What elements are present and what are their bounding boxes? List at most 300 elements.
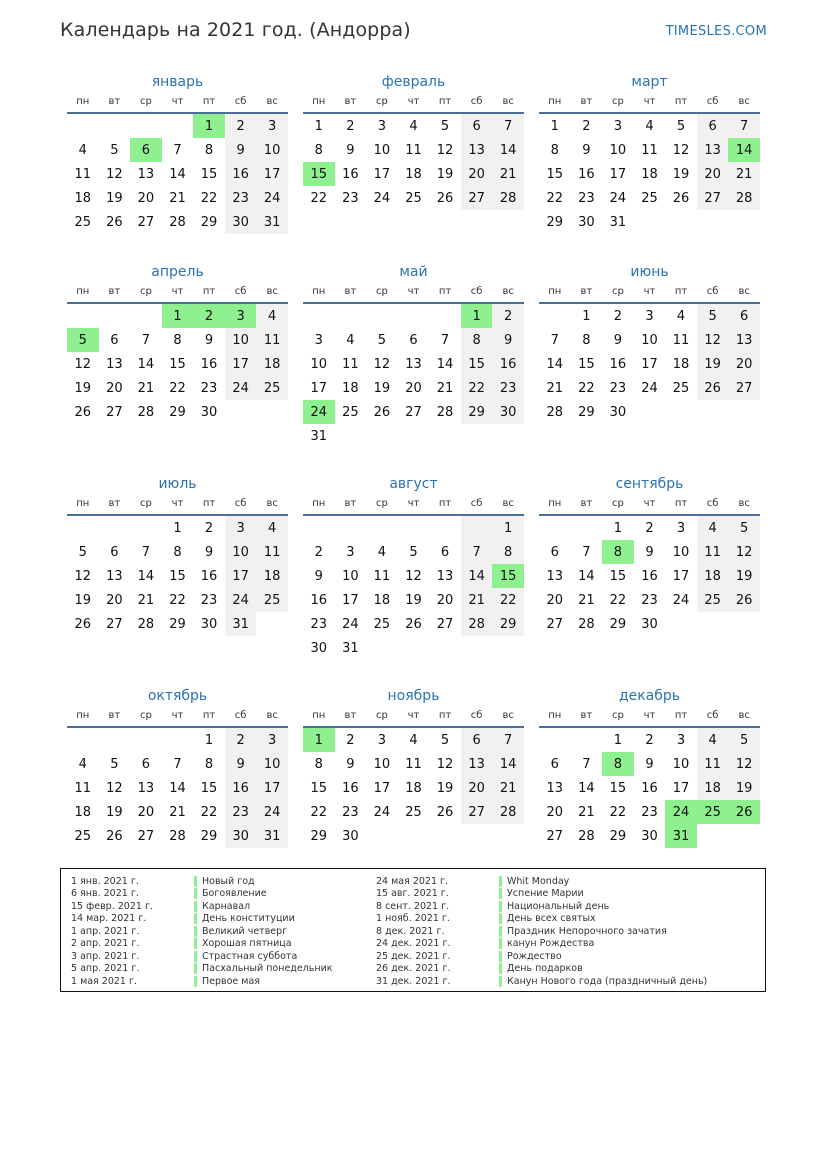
day-cell: 1 <box>492 516 524 540</box>
days-grid <box>539 114 760 234</box>
legend-color-marker <box>499 951 502 962</box>
day-cell: 17 <box>373 780 391 796</box>
month-name: январь <box>151 74 204 90</box>
day-cell: 29 <box>169 616 186 632</box>
day-cell: 2 <box>346 118 355 134</box>
day-cell: 30 <box>641 828 658 844</box>
days-grid <box>67 516 288 636</box>
day-cell: 7 <box>492 728 524 752</box>
legend-holiday-name: Новый год <box>202 875 255 887</box>
day-cell: 17 <box>672 780 690 796</box>
legend-row <box>376 925 707 938</box>
month-name: декабрь <box>618 688 681 704</box>
empty-day-cell <box>571 728 603 752</box>
day-cell: 4 <box>697 516 729 540</box>
weekday-label: вт <box>580 498 593 509</box>
day-cell: 19 <box>106 804 123 820</box>
day-cell: 11 <box>405 142 422 158</box>
day-cell: 7 <box>492 114 524 138</box>
legend-holiday-name: Хорошая пятница <box>202 938 292 950</box>
weekday-label: вт <box>344 710 357 721</box>
weekday-label: ср <box>139 286 152 297</box>
day-cell: 2 <box>225 728 257 752</box>
weekday-label: вс <box>738 286 750 297</box>
day-cell: 12 <box>436 142 454 158</box>
weekday-label: сб <box>706 286 719 297</box>
day-cell: 12 <box>405 568 422 584</box>
day-cell: 25 <box>256 376 288 400</box>
day-cell: 3 <box>256 728 288 752</box>
weekday-label: ср <box>611 286 624 297</box>
empty-day-cell <box>303 516 335 540</box>
month-name: август <box>389 476 438 492</box>
month-calendar <box>539 262 760 424</box>
legend-date: 5 апр. 2021 г. <box>71 963 140 975</box>
day-cell: 14 <box>137 568 155 584</box>
empty-day-cell <box>162 114 194 138</box>
weekday-label: чт <box>171 286 184 297</box>
weekday-label: чт <box>171 498 184 509</box>
day-cell: 1 <box>613 732 623 748</box>
day-cell: 19 <box>436 780 454 796</box>
empty-day-cell <box>335 304 367 328</box>
day-cell: 28 <box>492 800 524 824</box>
day-cell: 24 <box>342 616 359 632</box>
day-cell: 15 <box>609 568 627 584</box>
day-cell: 14 <box>436 356 454 372</box>
day-cell: 10 <box>256 138 288 162</box>
days-grid <box>539 304 760 424</box>
month-name: июль <box>158 476 197 492</box>
day-cell: 22 <box>169 380 186 396</box>
weekday-label: сб <box>470 710 483 721</box>
day-cell: 9 <box>613 332 623 348</box>
day-cell: 9 <box>225 138 257 162</box>
legend-row <box>71 925 333 938</box>
weekday-label: вт <box>580 96 593 107</box>
day-cell: 27 <box>461 800 493 824</box>
day-cell: 21 <box>578 592 595 608</box>
day-cell: 16 <box>342 780 359 796</box>
weekday-label: сб <box>470 498 483 509</box>
day-cell: 26 <box>436 804 454 820</box>
weekday-header <box>539 709 760 728</box>
day-cell: 28 <box>578 616 595 632</box>
day-cell: 1 <box>550 118 559 134</box>
day-cell: 11 <box>697 752 729 776</box>
day-cell: 5 <box>78 544 87 560</box>
weekday-label: чт <box>643 710 656 721</box>
weekday-label: чт <box>407 710 420 721</box>
day-cell: 10 <box>225 328 257 352</box>
weekday-label: вс <box>738 498 750 509</box>
page-title: Календарь на 2021 год. (Андорра) <box>60 19 411 41</box>
day-cell: 24 <box>225 376 257 400</box>
day-cell: 18 <box>342 380 359 396</box>
day-cell: 3 <box>676 732 686 748</box>
day-cell: 4 <box>256 516 288 540</box>
day-cell: 1 <box>613 520 623 536</box>
day-cell: 21 <box>492 162 524 186</box>
day-cell: 12 <box>436 756 454 772</box>
legend-color-marker <box>194 901 197 912</box>
day-cell: 9 <box>492 328 524 352</box>
weekday-label: чт <box>407 286 420 297</box>
weekday-label: пт <box>438 286 452 297</box>
weekday-header <box>67 285 288 304</box>
holiday-day-cell: 3 <box>225 304 257 328</box>
weekday-label: чт <box>407 498 420 509</box>
day-cell: 14 <box>461 564 493 588</box>
days-grid <box>303 728 524 848</box>
legend-color-marker <box>499 938 502 949</box>
days-grid <box>67 114 288 234</box>
day-cell: 19 <box>405 592 422 608</box>
legend-color-marker <box>194 926 197 937</box>
day-cell: 19 <box>728 776 760 800</box>
day-cell: 25 <box>74 214 92 230</box>
legend-row <box>376 875 707 888</box>
weekday-label: вс <box>502 96 514 107</box>
empty-day-cell <box>539 516 571 540</box>
weekday-label: пт <box>674 710 688 721</box>
weekday-label: пн <box>548 96 562 107</box>
day-cell: 6 <box>461 728 493 752</box>
weekday-label: пн <box>76 710 90 721</box>
empty-day-cell <box>366 304 398 328</box>
legend-date: 1 янв. 2021 г. <box>71 875 139 887</box>
weekday-header <box>539 285 760 304</box>
day-cell: 23 <box>342 804 359 820</box>
day-cell: 31 <box>609 214 627 230</box>
weekday-label: сб <box>706 96 719 107</box>
day-cell: 2 <box>314 544 323 560</box>
legend-date: 31 дек. 2021 г. <box>376 975 451 987</box>
day-cell: 30 <box>225 210 257 234</box>
day-cell: 24 <box>256 800 288 824</box>
day-cell: 29 <box>200 214 218 230</box>
legend-row <box>71 938 333 951</box>
empty-day-cell <box>67 114 99 138</box>
weekday-label: вт <box>580 710 593 721</box>
weekday-header <box>303 497 524 516</box>
day-cell: 20 <box>461 162 493 186</box>
weekday-label: пн <box>76 498 90 509</box>
month-calendar <box>539 686 760 848</box>
day-cell: 12 <box>106 780 123 796</box>
empty-day-cell <box>539 304 571 328</box>
day-cell: 22 <box>461 376 493 400</box>
day-cell: 11 <box>672 332 690 348</box>
day-cell: 25 <box>672 380 690 396</box>
day-cell: 16 <box>225 776 257 800</box>
day-cell: 19 <box>436 166 454 182</box>
day-cell: 4 <box>409 732 418 748</box>
day-cell: 22 <box>310 190 328 206</box>
day-cell: 6 <box>141 756 151 772</box>
day-cell: 13 <box>106 356 123 372</box>
legend-color-marker <box>194 888 197 899</box>
day-cell: 28 <box>436 404 454 420</box>
day-cell: 27 <box>405 404 422 420</box>
day-cell: 29 <box>310 828 328 844</box>
day-cell: 13 <box>106 568 123 584</box>
day-cell: 19 <box>373 380 391 396</box>
holiday-day-cell: 24 <box>665 800 697 824</box>
weekday-label: чт <box>643 498 656 509</box>
day-cell: 26 <box>373 404 391 420</box>
legend-holiday-name: Праздник Непорочного зачатия <box>507 925 667 937</box>
day-cell: 23 <box>641 592 658 608</box>
weekday-label: пт <box>674 286 688 297</box>
day-cell: 9 <box>346 142 355 158</box>
day-cell: 30 <box>578 214 595 230</box>
weekday-label: ср <box>375 286 388 297</box>
day-cell: 30 <box>609 404 627 420</box>
day-cell: 27 <box>106 616 123 632</box>
day-cell: 27 <box>137 214 155 230</box>
legend-date: 1 апр. 2021 г. <box>71 925 140 937</box>
legend-date: 15 авг. 2021 г. <box>376 888 449 900</box>
day-cell: 19 <box>74 380 92 396</box>
day-cell: 17 <box>342 592 359 608</box>
day-cell: 15 <box>310 780 328 796</box>
day-cell: 16 <box>492 352 524 376</box>
day-cell: 3 <box>613 118 623 134</box>
day-cell: 23 <box>310 616 328 632</box>
day-cell: 14 <box>578 568 595 584</box>
day-cell: 9 <box>225 752 257 776</box>
day-cell: 16 <box>200 568 218 584</box>
day-cell: 29 <box>169 404 186 420</box>
day-cell: 5 <box>377 332 387 348</box>
day-cell: 5 <box>440 118 450 134</box>
weekday-header <box>67 709 288 728</box>
legend-color-marker <box>499 976 502 987</box>
day-cell: 22 <box>609 592 627 608</box>
day-cell: 2 <box>613 308 623 324</box>
day-cell: 26 <box>106 214 123 230</box>
day-cell: 8 <box>204 756 214 772</box>
day-cell: 18 <box>74 804 92 820</box>
day-cell: 17 <box>256 776 288 800</box>
holiday-day-cell: 24 <box>303 400 335 424</box>
day-cell: 31 <box>256 210 288 234</box>
day-cell: 27 <box>728 376 760 400</box>
legend-color-marker <box>194 951 197 962</box>
day-cell: 18 <box>256 352 288 376</box>
day-cell: 30 <box>310 640 328 656</box>
legend-holiday-name: Пасхальный понедельник <box>202 963 333 975</box>
day-cell: 13 <box>546 568 564 584</box>
day-cell: 25 <box>342 404 359 420</box>
day-cell: 29 <box>492 612 524 636</box>
day-cell: 7 <box>173 142 182 158</box>
legend-row <box>376 963 707 976</box>
legend-color-marker <box>499 913 502 924</box>
holiday-day-cell: 14 <box>728 138 760 162</box>
month-name: март <box>631 74 668 90</box>
weekday-label: пн <box>312 286 326 297</box>
day-cell: 26 <box>405 616 422 632</box>
day-cell: 15 <box>200 166 218 182</box>
day-cell: 27 <box>697 186 729 210</box>
legend-date: 26 дек. 2021 г. <box>376 963 451 975</box>
weekday-label: сб <box>234 498 247 509</box>
day-cell: 10 <box>641 332 658 348</box>
day-cell: 16 <box>342 166 359 182</box>
day-cell: 17 <box>256 162 288 186</box>
day-cell: 12 <box>728 752 760 776</box>
day-cell: 28 <box>578 828 595 844</box>
legend-column-left <box>71 875 333 988</box>
weekday-label: вт <box>108 96 121 107</box>
day-cell: 8 <box>204 142 214 158</box>
day-cell: 26 <box>728 588 760 612</box>
legend-date: 8 сент. 2021 г. <box>376 900 450 912</box>
month-calendar <box>303 262 524 448</box>
weekday-label: сб <box>234 286 247 297</box>
weekday-label: пт <box>202 710 216 721</box>
month-calendar <box>539 72 760 234</box>
weekday-label: вс <box>266 286 278 297</box>
legend-date: 1 мая 2021 г. <box>71 975 137 987</box>
day-cell: 14 <box>169 166 186 182</box>
legend-holiday-name: Карнавал <box>202 900 251 912</box>
day-cell: 23 <box>641 804 658 820</box>
day-cell: 4 <box>377 544 387 560</box>
day-cell: 10 <box>310 356 328 372</box>
day-cell: 7 <box>582 756 591 772</box>
day-cell: 20 <box>461 776 493 800</box>
day-cell: 25 <box>405 190 422 206</box>
day-cell: 23 <box>200 592 218 608</box>
day-cell: 16 <box>200 356 218 372</box>
weekday-label: вт <box>344 96 357 107</box>
weekday-header <box>303 95 524 114</box>
day-cell: 6 <box>550 756 559 772</box>
day-cell: 26 <box>436 190 454 206</box>
day-cell: 14 <box>546 356 564 372</box>
day-cell: 28 <box>728 186 760 210</box>
day-cell: 18 <box>373 592 391 608</box>
day-cell: 5 <box>110 756 119 772</box>
day-cell: 30 <box>641 616 658 632</box>
day-cell: 20 <box>546 592 564 608</box>
day-cell: 19 <box>74 592 92 608</box>
legend-holiday-name: Национальный день <box>507 900 610 912</box>
day-cell: 15 <box>169 356 186 372</box>
day-cell: 17 <box>672 568 690 584</box>
day-cell: 24 <box>225 588 257 612</box>
day-cell: 25 <box>373 616 391 632</box>
holiday-day-cell: 5 <box>67 328 99 352</box>
day-cell: 9 <box>204 332 214 348</box>
day-cell: 24 <box>256 186 288 210</box>
day-cell: 23 <box>609 380 627 396</box>
day-cell: 8 <box>582 332 591 348</box>
day-cell: 12 <box>106 166 123 182</box>
day-cell: 27 <box>461 186 493 210</box>
day-cell: 13 <box>461 138 493 162</box>
day-cell: 13 <box>405 356 422 372</box>
legend-holiday-name: Канун Нового года (праздничный день) <box>507 975 708 987</box>
day-cell: 20 <box>106 592 123 608</box>
weekday-header <box>539 95 760 114</box>
day-cell: 4 <box>78 142 87 158</box>
day-cell: 30 <box>342 828 359 844</box>
weekday-label: пн <box>76 286 90 297</box>
weekday-header <box>539 497 760 516</box>
day-cell: 18 <box>405 166 422 182</box>
day-cell: 18 <box>256 564 288 588</box>
day-cell: 28 <box>492 186 524 210</box>
empty-day-cell <box>571 516 603 540</box>
weekday-header <box>67 497 288 516</box>
day-cell: 23 <box>225 186 257 210</box>
empty-day-cell <box>130 728 162 752</box>
day-cell: 21 <box>169 190 186 206</box>
day-cell: 9 <box>645 756 654 772</box>
day-cell: 12 <box>672 142 690 158</box>
site-link[interactable]: TIMESLES.COM <box>665 24 767 39</box>
month-name: апрель <box>151 264 204 280</box>
day-cell: 20 <box>436 592 454 608</box>
day-cell: 29 <box>546 214 564 230</box>
legend-color-marker <box>499 963 502 974</box>
empty-day-cell <box>429 304 461 328</box>
weekday-label: пн <box>312 498 326 509</box>
legend-holiday-name: Великий четверг <box>202 925 288 937</box>
weekday-label: пн <box>312 96 326 107</box>
weekday-label: ср <box>611 710 624 721</box>
weekday-label: вт <box>108 710 121 721</box>
day-cell: 18 <box>697 776 729 800</box>
day-cell: 12 <box>74 356 92 372</box>
empty-day-cell <box>366 516 398 540</box>
day-cell: 21 <box>492 776 524 800</box>
empty-day-cell <box>398 304 430 328</box>
holiday-day-cell: 2 <box>193 304 225 328</box>
day-cell: 30 <box>492 400 524 424</box>
day-cell: 8 <box>314 756 323 772</box>
legend-row <box>376 950 707 963</box>
day-cell: 7 <box>550 332 559 348</box>
weekday-label: пт <box>202 286 216 297</box>
legend-date: 15 февр. 2021 г. <box>71 900 153 912</box>
weekday-label: пт <box>674 498 688 509</box>
weekday-label: ср <box>611 96 624 107</box>
legend-color-marker <box>499 901 502 912</box>
day-cell: 29 <box>461 400 493 424</box>
weekday-label: вс <box>738 96 750 107</box>
legend-row <box>71 888 333 901</box>
day-cell: 31 <box>225 612 257 636</box>
weekday-label: пн <box>312 710 326 721</box>
legend-holiday-name: канун Рождества <box>507 938 595 950</box>
day-cell: 11 <box>641 142 658 158</box>
legend-column-right <box>376 875 707 988</box>
weekday-label: пн <box>76 96 90 107</box>
day-cell: 29 <box>609 616 627 632</box>
day-cell: 24 <box>609 190 627 206</box>
day-cell: 26 <box>74 404 92 420</box>
weekday-label: сб <box>706 498 719 509</box>
empty-day-cell <box>99 516 131 540</box>
day-cell: 25 <box>256 588 288 612</box>
day-cell: 16 <box>609 356 627 372</box>
day-cell: 11 <box>342 356 359 372</box>
